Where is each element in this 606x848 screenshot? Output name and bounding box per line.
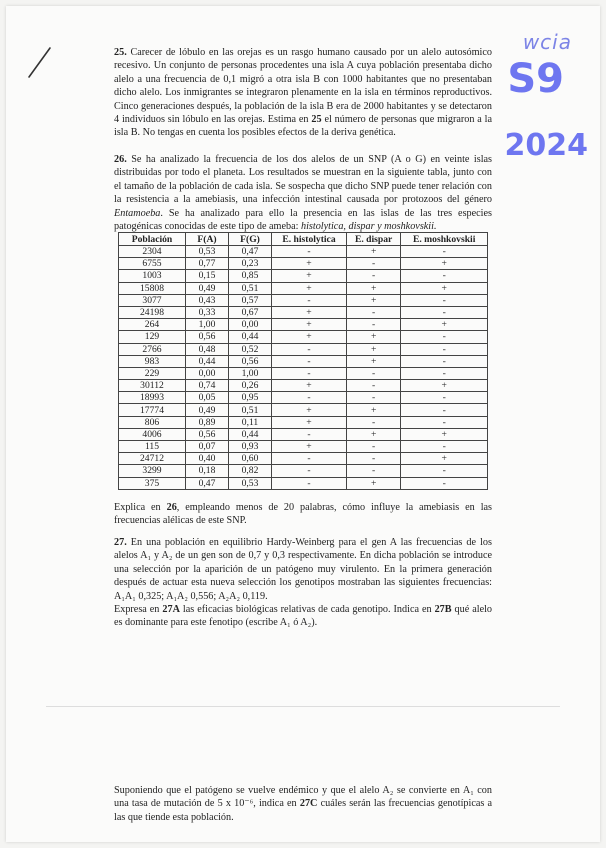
table-row [119, 367, 488, 379]
cell-freq-g: 0,93 [229, 441, 272, 453]
text: Expresa en [114, 604, 160, 616]
cell-moshkovskii: - [401, 331, 488, 343]
cell-histolytica: + [272, 331, 347, 343]
cell-freq-a: 0,00 [186, 367, 229, 379]
cell-dispar: + [346, 343, 400, 355]
cell-freq-a: 0,18 [186, 465, 229, 477]
table-row [119, 343, 488, 355]
table-row [119, 404, 488, 416]
cell-freq-g: 1,00 [229, 367, 272, 379]
cell-histolytica: + [272, 380, 347, 392]
snp-table [118, 232, 488, 490]
cell-population: 17774 [119, 404, 186, 416]
answer-ref: 27A [162, 604, 180, 616]
table-row [119, 294, 488, 306]
cell-dispar: - [346, 258, 400, 270]
cell-freq-a: 0,15 [186, 270, 229, 282]
table-row [119, 416, 488, 428]
cell-population: 129 [119, 331, 186, 343]
cell-histolytica: + [272, 416, 347, 428]
pen-stroke-mark [26, 46, 52, 80]
question-27 [114, 536, 492, 630]
question-text-2: . Se ha analizado para ello la presencia en las islas de las tres especies patogénicas conocidas de este tipo de ameba: [114, 207, 492, 233]
col-header: E. histolytica [272, 233, 347, 246]
cell-dispar: - [346, 380, 400, 392]
cell-dispar: - [346, 306, 400, 318]
cell-freq-a: 0,07 [186, 441, 229, 453]
cell-moshkovskii: - [401, 355, 488, 367]
cell-histolytica: - [272, 355, 347, 367]
cell-histolytica: - [272, 246, 347, 258]
page-divider [46, 706, 560, 717]
cell-moshkovskii: + [401, 453, 488, 465]
cell-freq-a: 0,89 [186, 416, 229, 428]
text: Suponiendo que el patógeno se vuelve endémico y que el alelo A₂ se convierte en A₁ con una tasa de mutación de 5 x 10⁻⁶, indica en [114, 785, 492, 810]
cell-histolytica: + [272, 258, 347, 270]
cell-histolytica: - [272, 453, 347, 465]
cell-freq-a: 0,56 [186, 331, 229, 343]
cell-dispar: - [346, 392, 400, 404]
table-row [119, 258, 488, 270]
cell-dispar: + [346, 428, 400, 440]
cell-population: 6755 [119, 258, 186, 270]
cell-dispar: + [346, 331, 400, 343]
cell-freq-g: 0,85 [229, 270, 272, 282]
cell-dispar: - [346, 270, 400, 282]
question-25 [114, 46, 492, 140]
answer-ref: 25 [311, 114, 322, 126]
col-header: F(G) [229, 233, 272, 246]
question-number: 26. [114, 154, 127, 165]
question-26 [114, 153, 492, 233]
cell-dispar: - [346, 367, 400, 379]
cell-moshkovskii: - [401, 343, 488, 355]
cell-moshkovskii: - [401, 306, 488, 318]
cell-population: 2304 [119, 246, 186, 258]
cell-freq-g: 0,82 [229, 465, 272, 477]
cell-freq-a: 0,33 [186, 306, 229, 318]
cell-dispar: - [346, 465, 400, 477]
cell-population: 115 [119, 441, 186, 453]
table-row [119, 441, 488, 453]
text: qué alelo es dominante para este fenotipo (escribe A₁ ó A₂). [114, 604, 493, 629]
cell-moshkovskii: - [401, 246, 488, 258]
cell-freq-g: 0,53 [229, 477, 272, 489]
cell-freq-g: 0,67 [229, 306, 272, 318]
col-header: F(A) [186, 233, 229, 246]
table-row [119, 331, 488, 343]
cell-freq-g: 0,47 [229, 246, 272, 258]
table-row [119, 465, 488, 477]
cell-moshkovskii: - [401, 294, 488, 306]
cell-population: 375 [119, 477, 186, 489]
cell-histolytica: - [272, 343, 347, 355]
cell-freq-a: 0,44 [186, 355, 229, 367]
cell-dispar: + [346, 355, 400, 367]
cell-population: 806 [119, 416, 186, 428]
answer-ref: 27B [434, 604, 452, 616]
cell-dispar: - [346, 416, 400, 428]
cell-dispar: - [346, 319, 400, 331]
species-names: histolytica, dispar y moshkovskii. [300, 221, 437, 233]
cell-freq-g: 0,56 [229, 355, 272, 367]
cell-freq-a: 1,00 [186, 319, 229, 331]
cell-freq-g: 0,51 [229, 404, 272, 416]
handwritten-code: S9 [507, 56, 564, 102]
cell-dispar: + [346, 294, 400, 306]
cell-histolytica: + [272, 282, 347, 294]
cell-moshkovskii: + [401, 282, 488, 294]
text: cuáles serán las frecuencias genotípicas a las que tiende esta población. [114, 798, 493, 823]
question-text: Se ha analizado la frecuencia de los dos alelos de un SNP (A o G) en veinte islas distribuidas por todo el planeta. Los resultados se muestran en la siguiente tabla, junto con el tamaño de la población de cada isla. Se sospecha que dicho SNP puede tener relación con la resistencia a la amebiasis, una infección intestinal causada por protozoos del género [114, 154, 493, 206]
cell-freq-g: 0,23 [229, 258, 272, 270]
cell-freq-a: 0,49 [186, 404, 229, 416]
handwritten-note: wcia [522, 30, 572, 54]
cell-freq-g: 0,44 [229, 428, 272, 440]
cell-freq-a: 0,74 [186, 380, 229, 392]
cell-moshkovskii: + [401, 380, 488, 392]
cell-freq-g: 0,00 [229, 319, 272, 331]
col-header: E. moshkovskii [401, 233, 488, 246]
cell-moshkovskii: - [401, 404, 488, 416]
handwritten-year: 2024 [504, 128, 588, 163]
cell-histolytica: - [272, 294, 347, 306]
cell-moshkovskii: + [401, 258, 488, 270]
cell-dispar: + [346, 246, 400, 258]
cell-moshkovskii: + [401, 428, 488, 440]
table-row [119, 428, 488, 440]
cell-dispar: + [346, 282, 400, 294]
question-27-p2 [114, 603, 492, 630]
cell-freq-a: 0,56 [186, 428, 229, 440]
table-row [119, 453, 488, 465]
cell-freq-g: 0,44 [229, 331, 272, 343]
question-number: 25. [114, 47, 127, 58]
question-text-end: el número de personas que migraron a la isla B. No tengas en cuenta los posibles efectos de la deriva genética. [114, 114, 493, 139]
cell-histolytica: + [272, 319, 347, 331]
cell-dispar: - [346, 441, 400, 453]
cell-dispar: + [346, 477, 400, 489]
cell-freq-a: 0,77 [186, 258, 229, 270]
table-row [119, 306, 488, 318]
explain-text-a: Explica en [114, 502, 161, 513]
text: las eficacias biológicas relativas de cada genotipo. Indica en [182, 604, 432, 616]
cell-freq-a: 0,43 [186, 294, 229, 306]
table-row [119, 392, 488, 404]
cell-moshkovskii: - [401, 416, 488, 428]
question-text: En una población en equilibrio Hardy-Weinberg para el gen A las frecuencias de los alelos A₁ y A₂ de un gen son de 0,7 y 0,3 respectivamente. En dicha población se introduce una selección por la aparición de un patógeno muy virulento. En la primera generación después de actuar esta nueva selección los genotipos mostraban las siguientes frecuencias: A₁A₁ 0,325; A₁A₂ 0,556; A₂A₂ 0,119. [114, 537, 492, 602]
cell-population: 229 [119, 367, 186, 379]
question-text: Carecer de lóbulo en las orejas es un rasgo humano causado por un alelo autosómico recesivo. Un conjunto de personas procedentes una isla A cuya población presentaba dicho alelo a una frecuencia de 0,1 migró a otra isla B con 1000 habitantes que no presentaban dicho alelo. Los inmigrantes se integraron plenamente en la isla en términos reproductivos. Cinco generaciones después, la población de la isla B era de 2000 habitantes y se detectaron 4 individuos sin lóbulo en las orejas. Estima en [114, 47, 492, 126]
question-27-p1 [114, 536, 492, 603]
cell-moshkovskii: - [401, 441, 488, 453]
cell-histolytica: + [272, 270, 347, 282]
cell-freq-g: 0,11 [229, 416, 272, 428]
question-27c [114, 784, 492, 824]
cell-freq-g: 0,26 [229, 380, 272, 392]
cell-population: 18993 [119, 392, 186, 404]
cell-dispar: + [346, 404, 400, 416]
cell-population: 2766 [119, 343, 186, 355]
table-header-row [119, 233, 488, 246]
genus-name: Entamoeba [114, 207, 161, 219]
cell-moshkovskii: - [401, 465, 488, 477]
exam-page [6, 6, 600, 842]
cell-population: 24712 [119, 453, 186, 465]
cell-histolytica: - [272, 428, 347, 440]
cell-population: 30112 [119, 380, 186, 392]
cell-population: 3299 [119, 465, 186, 477]
cell-freq-g: 0,52 [229, 343, 272, 355]
cell-freq-a: 0,05 [186, 392, 229, 404]
cell-population: 4006 [119, 428, 186, 440]
cell-freq-a: 0,53 [186, 246, 229, 258]
cell-histolytica: - [272, 392, 347, 404]
cell-population: 3077 [119, 294, 186, 306]
cell-population: 15808 [119, 282, 186, 294]
cell-moshkovskii: - [401, 477, 488, 489]
cell-freq-g: 0,57 [229, 294, 272, 306]
cell-histolytica: - [272, 465, 347, 477]
cell-freq-g: 0,60 [229, 453, 272, 465]
col-header: Población [119, 233, 186, 246]
answer-ref: 27C [299, 798, 318, 810]
table-row [119, 477, 488, 489]
cell-population: 264 [119, 319, 186, 331]
cell-histolytica: + [272, 441, 347, 453]
cell-freq-a: 0,49 [186, 282, 229, 294]
table-row [119, 380, 488, 392]
cell-freq-g: 0,95 [229, 392, 272, 404]
cell-histolytica: + [272, 404, 347, 416]
cell-moshkovskii: + [401, 319, 488, 331]
cell-histolytica: - [272, 477, 347, 489]
cell-population: 983 [119, 355, 186, 367]
cell-population: 1003 [119, 270, 186, 282]
table-row [119, 282, 488, 294]
col-header: E. dispar [346, 233, 400, 246]
cell-moshkovskii: - [401, 367, 488, 379]
explain-text-b: , empleando menos de 20 palabras, cómo influye la amebiasis en las frecuencias alélicas de este SNP. [114, 502, 493, 527]
table-row [119, 319, 488, 331]
table-row [119, 270, 488, 282]
cell-moshkovskii: - [401, 392, 488, 404]
cell-moshkovskii: - [401, 270, 488, 282]
table-row [119, 246, 488, 258]
answer-ref: 26 [166, 502, 177, 513]
cell-dispar: - [346, 453, 400, 465]
cell-freq-a: 0,48 [186, 343, 229, 355]
cell-population: 24198 [119, 306, 186, 318]
cell-freq-a: 0,47 [186, 477, 229, 489]
question-26-explain [114, 501, 492, 528]
cell-freq-a: 0,40 [186, 453, 229, 465]
cell-histolytica: + [272, 306, 347, 318]
cell-histolytica: - [272, 367, 347, 379]
question-number: 27. [114, 537, 127, 548]
cell-freq-g: 0,51 [229, 282, 272, 294]
table-row [119, 355, 488, 367]
